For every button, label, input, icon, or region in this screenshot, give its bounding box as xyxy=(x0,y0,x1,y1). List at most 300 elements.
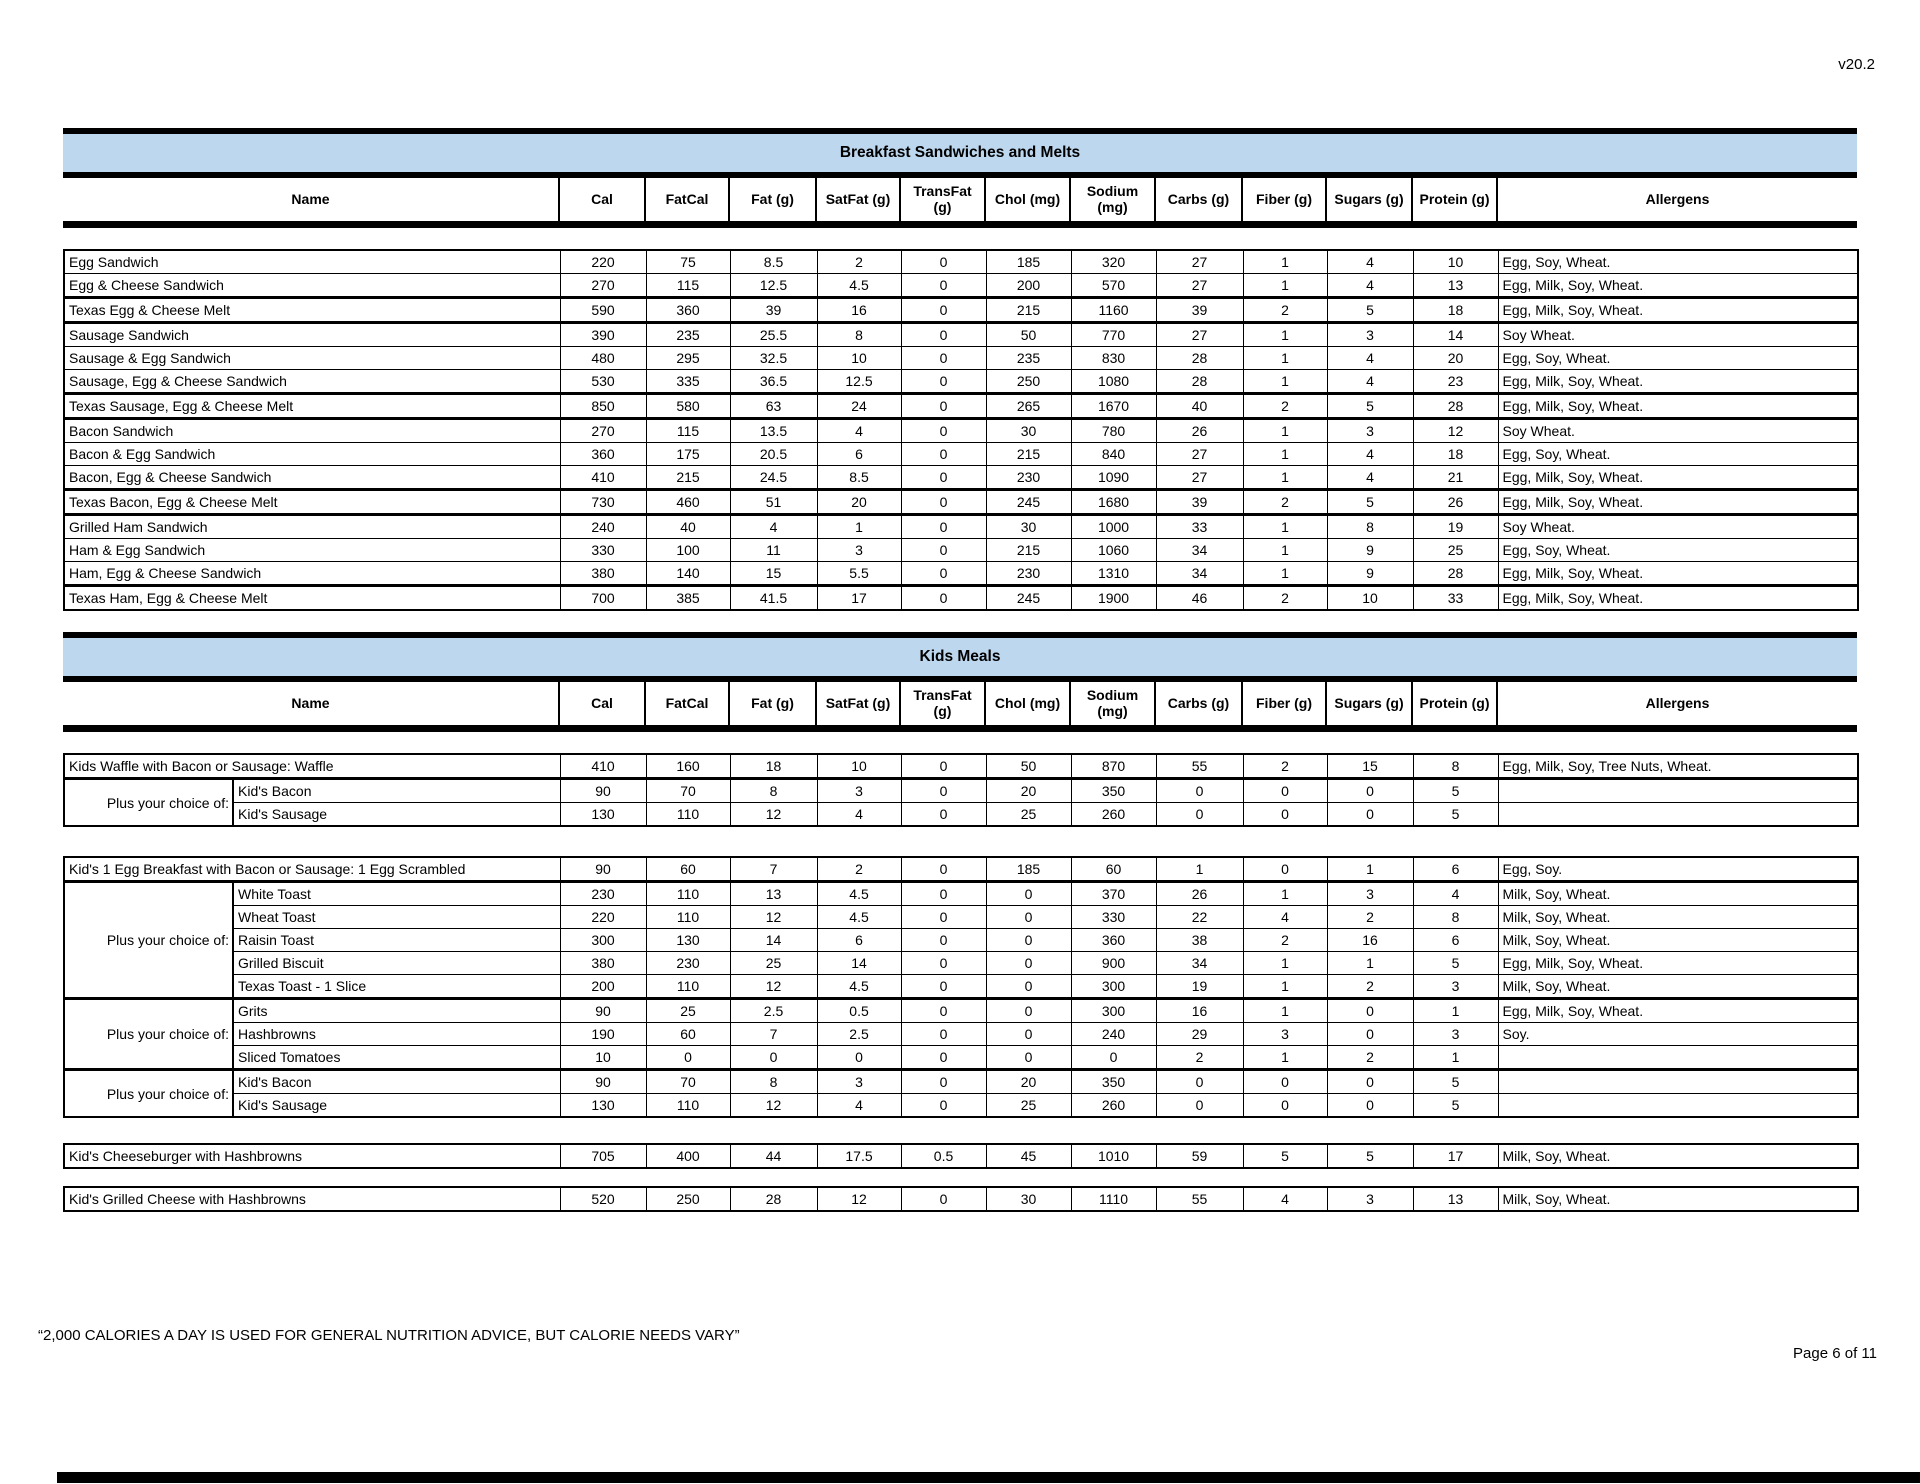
item-name: Grilled Biscuit xyxy=(233,952,560,975)
nutrition-value: 14 xyxy=(730,929,817,952)
nutrition-value: 230 xyxy=(986,466,1071,490)
nutrition-value: 5 xyxy=(1413,779,1498,803)
divider-bar xyxy=(63,221,1857,228)
nutrition-value: 4 xyxy=(1327,274,1413,298)
nutrition-value: 700 xyxy=(560,586,646,611)
nutrition-value: 410 xyxy=(560,754,646,779)
nutrition-value: 12 xyxy=(1413,419,1498,443)
nutrition-value: 900 xyxy=(1071,952,1156,975)
nutrition-value: 16 xyxy=(1327,929,1413,952)
column-header: Chol (mg) xyxy=(985,178,1070,221)
nutrition-value: 34 xyxy=(1156,952,1243,975)
nutrition-value: 8 xyxy=(817,323,901,347)
allergens-value: Egg, Soy. xyxy=(1498,857,1858,882)
nutrition-value: 12 xyxy=(730,906,817,929)
nutrition-value: 33 xyxy=(1156,515,1243,539)
nutrition-value: 2 xyxy=(1243,394,1327,419)
nutrition-value: 6 xyxy=(1413,929,1498,952)
column-header: TransFat (g) xyxy=(900,178,985,221)
nutrition-value: 12.5 xyxy=(817,370,901,394)
nutrition-value: 2.5 xyxy=(730,999,817,1023)
nutrition-value: 3 xyxy=(1327,419,1413,443)
nutrition-value: 0 xyxy=(901,370,986,394)
nutrition-value: 8.5 xyxy=(730,250,817,274)
nutrition-value: 480 xyxy=(560,347,646,370)
nutrition-value: 350 xyxy=(1071,1070,1156,1094)
nutrition-value: 1010 xyxy=(1071,1144,1156,1168)
nutrition-value: 18 xyxy=(1413,443,1498,466)
nutrition-table xyxy=(63,1143,1859,1169)
allergens-value: Egg, Milk, Soy, Wheat. xyxy=(1498,999,1858,1023)
nutrition-value: 110 xyxy=(646,803,730,827)
allergens-value: Milk, Soy, Wheat. xyxy=(1498,975,1858,999)
item-name: Sausage & Egg Sandwich xyxy=(64,347,560,370)
nutrition-value: 0 xyxy=(901,1023,986,1046)
nutrition-value: 5 xyxy=(1327,394,1413,419)
column-header: Sodium (mg) xyxy=(1070,682,1155,725)
nutrition-value: 9 xyxy=(1327,539,1413,562)
nutrition-value: 9 xyxy=(1327,562,1413,586)
nutrition-value: 320 xyxy=(1071,250,1156,274)
item-name: Grilled Ham Sandwich xyxy=(64,515,560,539)
nutrition-value: 46 xyxy=(1156,586,1243,611)
nutrition-value: 10 xyxy=(817,754,901,779)
nutrition-value: 840 xyxy=(1071,443,1156,466)
nutrition-value: 1 xyxy=(1243,347,1327,370)
nutrition-value: 55 xyxy=(1156,754,1243,779)
column-header: Allergens xyxy=(1645,190,1710,207)
nutrition-value: 2 xyxy=(817,857,901,882)
table-row xyxy=(64,882,1858,906)
nutrition-value: 23 xyxy=(1413,370,1498,394)
nutrition-value: 410 xyxy=(560,466,646,490)
nutrition-value: 28 xyxy=(1156,347,1243,370)
nutrition-value: 75 xyxy=(646,250,730,274)
nutrition-value: 220 xyxy=(560,250,646,274)
nutrition-value: 270 xyxy=(560,274,646,298)
allergens-value: Egg, Milk, Soy, Tree Nuts, Wheat. xyxy=(1498,754,1858,779)
column-header: Fiber (g) xyxy=(1242,682,1326,725)
table-row xyxy=(64,274,1858,298)
nutrition-value: 22 xyxy=(1156,906,1243,929)
section-title: Breakfast Sandwiches and Melts xyxy=(63,134,1857,172)
table-row xyxy=(64,347,1858,370)
nutrition-value: 1 xyxy=(1243,952,1327,975)
column-header-table xyxy=(63,682,1857,725)
nutrition-value: 27 xyxy=(1156,274,1243,298)
nutrition-value: 1 xyxy=(1156,857,1243,882)
column-header-row xyxy=(63,178,1857,221)
nutrition-value: 30 xyxy=(986,1187,1071,1211)
nutrition-value: 300 xyxy=(1071,975,1156,999)
nutrition-value: 5 xyxy=(1327,298,1413,323)
nutrition-value: 12 xyxy=(730,803,817,827)
item-name: Sliced Tomatoes xyxy=(233,1046,560,1070)
nutrition-value: 14 xyxy=(817,952,901,975)
nutrition-value: 215 xyxy=(986,443,1071,466)
nutrition-value: 1 xyxy=(1243,1046,1327,1070)
nutrition-value: 21 xyxy=(1413,466,1498,490)
allergens-value: Soy. xyxy=(1498,1023,1858,1046)
nutrition-value: 570 xyxy=(1071,274,1156,298)
item-name: Sausage, Egg & Cheese Sandwich xyxy=(64,370,560,394)
nutrition-value: 20 xyxy=(986,1070,1071,1094)
item-name: Wheat Toast xyxy=(233,906,560,929)
nutrition-value: 5 xyxy=(1327,1144,1413,1168)
nutrition-value: 38 xyxy=(1156,929,1243,952)
nutrition-value: 8 xyxy=(1413,754,1498,779)
nutrition-value: 0 xyxy=(1243,803,1327,827)
nutrition-value: 370 xyxy=(1071,882,1156,906)
nutrition-value: 2 xyxy=(817,250,901,274)
nutrition-value: 1310 xyxy=(1071,562,1156,586)
nutrition-value: 0 xyxy=(901,274,986,298)
nutrition-value: 5.5 xyxy=(817,562,901,586)
nutrition-value: 16 xyxy=(1156,999,1243,1023)
nutrition-value: 25 xyxy=(730,952,817,975)
nutrition-value: 0 xyxy=(901,754,986,779)
choice-label: Plus your choice of: xyxy=(64,1070,233,1118)
table-row xyxy=(64,999,1858,1023)
nutrition-value: 1670 xyxy=(1071,394,1156,419)
nutrition-value: 27 xyxy=(1156,250,1243,274)
column-header: Sodium (mg) xyxy=(1070,178,1155,221)
nutrition-value: 530 xyxy=(560,370,646,394)
allergens-value: Soy Wheat. xyxy=(1498,323,1858,347)
nutrition-value: 260 xyxy=(1071,803,1156,827)
nutrition-value: 0 xyxy=(986,882,1071,906)
table-row xyxy=(64,906,1858,929)
column-header: Carbs (g) xyxy=(1155,682,1242,725)
nutrition-value: 400 xyxy=(646,1144,730,1168)
allergens-value xyxy=(1498,1094,1858,1118)
choice-label: Plus your choice of: xyxy=(64,882,233,999)
nutrition-value: 1680 xyxy=(1071,490,1156,515)
nutrition-value: 1900 xyxy=(1071,586,1156,611)
allergens-value: Milk, Soy, Wheat. xyxy=(1498,906,1858,929)
nutrition-value: 4 xyxy=(730,515,817,539)
item-name: Texas Egg & Cheese Melt xyxy=(64,298,560,323)
nutrition-value: 33 xyxy=(1413,586,1498,611)
nutrition-value: 0 xyxy=(1156,779,1243,803)
nutrition-value: 0 xyxy=(986,975,1071,999)
allergens-value xyxy=(1498,1070,1858,1094)
allergens-value xyxy=(1498,779,1858,803)
nutrition-value: 0 xyxy=(901,1187,986,1211)
item-name: Kid's Bacon xyxy=(233,1070,560,1094)
nutrition-value: 5 xyxy=(1327,490,1413,515)
nutrition-value: 1080 xyxy=(1071,370,1156,394)
nutrition-value: 50 xyxy=(986,754,1071,779)
nutrition-value: 44 xyxy=(730,1144,817,1168)
nutrition-value: 1110 xyxy=(1071,1187,1156,1211)
nutrition-value: 26 xyxy=(1156,419,1243,443)
allergens-value xyxy=(1498,1046,1858,1070)
nutrition-value: 0 xyxy=(1243,779,1327,803)
nutrition-value: 0 xyxy=(1156,1094,1243,1118)
allergens-value: Egg, Milk, Soy, Wheat. xyxy=(1498,394,1858,419)
nutrition-value: 45 xyxy=(986,1144,1071,1168)
nutrition-value: 335 xyxy=(646,370,730,394)
nutrition-value: 580 xyxy=(646,394,730,419)
nutrition-value: 770 xyxy=(1071,323,1156,347)
nutrition-value: 5 xyxy=(1413,803,1498,827)
nutrition-value: 390 xyxy=(560,323,646,347)
nutrition-value: 190 xyxy=(560,1023,646,1046)
nutrition-value: 0 xyxy=(1243,1070,1327,1094)
nutrition-value: 0 xyxy=(1156,1070,1243,1094)
nutrition-value: 25 xyxy=(986,1094,1071,1118)
nutrition-value: 0 xyxy=(901,323,986,347)
nutrition-value: 26 xyxy=(1413,490,1498,515)
nutrition-value: 1 xyxy=(1243,419,1327,443)
allergens-value: Egg, Milk, Soy, Wheat. xyxy=(1498,298,1858,323)
nutrition-value: 0.5 xyxy=(817,999,901,1023)
nutrition-value: 3 xyxy=(1327,1187,1413,1211)
nutrition-value: 0 xyxy=(901,882,986,906)
item-name: White Toast xyxy=(233,882,560,906)
allergens-value: Milk, Soy, Wheat. xyxy=(1498,929,1858,952)
column-header: Cal xyxy=(559,682,645,725)
nutrition-value: 11 xyxy=(730,539,817,562)
nutrition-value: 0 xyxy=(901,419,986,443)
nutrition-value: 10 xyxy=(1327,586,1413,611)
nutrition-value: 2 xyxy=(1327,975,1413,999)
section-title: Kids Meals xyxy=(63,638,1857,676)
nutrition-value: 27 xyxy=(1156,443,1243,466)
table-row xyxy=(64,419,1858,443)
nutrition-value: 235 xyxy=(646,323,730,347)
nutrition-value: 1 xyxy=(1243,999,1327,1023)
nutrition-value: 20 xyxy=(986,779,1071,803)
nutrition-table xyxy=(63,249,1859,611)
nutrition-value: 0 xyxy=(901,952,986,975)
nutrition-value: 90 xyxy=(560,1070,646,1094)
allergens-value: Egg, Milk, Soy, Wheat. xyxy=(1498,586,1858,611)
nutrition-value: 830 xyxy=(1071,347,1156,370)
nutrition-value: 1 xyxy=(1243,562,1327,586)
nutrition-value: 870 xyxy=(1071,754,1156,779)
nutrition-value: 1000 xyxy=(1071,515,1156,539)
table-row xyxy=(64,298,1858,323)
nutrition-value: 4 xyxy=(1327,370,1413,394)
nutrition-value: 15 xyxy=(1327,754,1413,779)
nutrition-value: 6 xyxy=(817,443,901,466)
nutrition-value: 1 xyxy=(1413,999,1498,1023)
nutrition-value: 0 xyxy=(901,586,986,611)
table-row xyxy=(64,1070,1858,1094)
nutrition-value: 0 xyxy=(1243,857,1327,882)
nutrition-value: 90 xyxy=(560,779,646,803)
nutrition-value: 185 xyxy=(986,857,1071,882)
section-breakfast-sandwiches xyxy=(63,128,1857,611)
nutrition-value: 1 xyxy=(1243,466,1327,490)
table-row xyxy=(64,857,1858,882)
nutrition-value: 6 xyxy=(817,929,901,952)
nutrition-value: 250 xyxy=(646,1187,730,1211)
nutrition-value: 0 xyxy=(1327,779,1413,803)
allergens-value: Milk, Soy, Wheat. xyxy=(1498,1187,1858,1211)
item-name: Texas Ham, Egg & Cheese Melt xyxy=(64,586,560,611)
nutrition-value: 12.5 xyxy=(730,274,817,298)
nutrition-value: 0 xyxy=(986,1046,1071,1070)
allergens-value: Egg, Milk, Soy, Wheat. xyxy=(1498,490,1858,515)
nutrition-value: 2 xyxy=(1243,298,1327,323)
nutrition-value: 3 xyxy=(817,539,901,562)
nutrition-value: 1160 xyxy=(1071,298,1156,323)
column-header: Fat (g) xyxy=(729,682,816,725)
nutrition-value: 19 xyxy=(1413,515,1498,539)
nutrition-value: 1 xyxy=(1413,1046,1498,1070)
allergens-value: Soy Wheat. xyxy=(1498,515,1858,539)
nutrition-value: 215 xyxy=(986,298,1071,323)
nutrition-value: 360 xyxy=(560,443,646,466)
allergens-value: Egg, Soy, Wheat. xyxy=(1498,250,1858,274)
nutrition-value: 0 xyxy=(1327,999,1413,1023)
item-name: Kid's Sausage xyxy=(233,803,560,827)
nutrition-value: 160 xyxy=(646,754,730,779)
column-header: TransFat (g) xyxy=(900,682,985,725)
nutrition-value: 0 xyxy=(986,929,1071,952)
nutrition-value: 0 xyxy=(901,347,986,370)
nutrition-value: 215 xyxy=(986,539,1071,562)
nutrition-value: 0 xyxy=(1243,1094,1327,1118)
item-name: Kid's Bacon xyxy=(233,779,560,803)
nutrition-value: 0 xyxy=(901,929,986,952)
nutrition-value: 28 xyxy=(730,1187,817,1211)
nutrition-value: 0 xyxy=(986,999,1071,1023)
table-row xyxy=(64,1023,1858,1046)
nutrition-value: 380 xyxy=(560,952,646,975)
nutrition-value: 40 xyxy=(1156,394,1243,419)
nutrition-value: 780 xyxy=(1071,419,1156,443)
table-row xyxy=(64,323,1858,347)
nutrition-value: 60 xyxy=(1071,857,1156,882)
nutrition-value: 0 xyxy=(901,803,986,827)
nutrition-value: 20 xyxy=(1413,347,1498,370)
item-name: Kid's 1 Egg Breakfast with Bacon or Sausage: 1 Egg Scrambled xyxy=(64,857,560,882)
nutrition-value: 0 xyxy=(901,539,986,562)
nutrition-value: 90 xyxy=(560,857,646,882)
nutrition-value: 16 xyxy=(817,298,901,323)
table-row xyxy=(64,1094,1858,1118)
nutrition-value: 0 xyxy=(986,952,1071,975)
nutrition-value: 63 xyxy=(730,394,817,419)
nutrition-value: 25 xyxy=(646,999,730,1023)
nutrition-value: 110 xyxy=(646,975,730,999)
nutrition-value: 0 xyxy=(986,906,1071,929)
nutrition-value: 7 xyxy=(730,857,817,882)
nutrition-value: 850 xyxy=(560,394,646,419)
allergens-value: Egg, Milk, Soy, Wheat. xyxy=(1498,466,1858,490)
nutrition-value: 3 xyxy=(1413,1023,1498,1046)
nutrition-value: 2 xyxy=(1327,906,1413,929)
nutrition-value: 0 xyxy=(901,298,986,323)
nutrition-value: 13 xyxy=(730,882,817,906)
nutrition-value: 60 xyxy=(646,1023,730,1046)
nutrition-value: 17.5 xyxy=(817,1144,901,1168)
nutrition-value: 90 xyxy=(560,999,646,1023)
nutrition-value: 4 xyxy=(817,1094,901,1118)
nutrition-value: 110 xyxy=(646,1094,730,1118)
nutrition-value: 24 xyxy=(817,394,901,419)
nutrition-value: 7 xyxy=(730,1023,817,1046)
nutrition-value: 4 xyxy=(1413,882,1498,906)
nutrition-value: 25.5 xyxy=(730,323,817,347)
version-label: v20.2 xyxy=(1838,56,1875,73)
nutrition-value: 2 xyxy=(1243,754,1327,779)
nutrition-value: 1 xyxy=(817,515,901,539)
nutrition-value: 385 xyxy=(646,586,730,611)
footer-disclaimer: “2,000 CALORIES A DAY IS USED FOR GENERAL NUTRITION ADVICE, BUT CALORIE NEEDS VARY” xyxy=(38,1327,740,1344)
column-header-row xyxy=(63,178,1857,221)
table-row xyxy=(64,394,1858,419)
allergens-value: Egg, Milk, Soy, Wheat. xyxy=(1498,274,1858,298)
item-name: Egg & Cheese Sandwich xyxy=(64,274,560,298)
nutrition-value: 115 xyxy=(646,274,730,298)
nutrition-value: 705 xyxy=(560,1144,646,1168)
nutrition-value: 2 xyxy=(1327,1046,1413,1070)
nutrition-value: 4.5 xyxy=(817,906,901,929)
nutrition-value: 51 xyxy=(730,490,817,515)
nutrition-value: 230 xyxy=(560,882,646,906)
nutrition-value: 1 xyxy=(1243,250,1327,274)
item-name: Ham & Egg Sandwich xyxy=(64,539,560,562)
nutrition-value: 0 xyxy=(901,443,986,466)
nutrition-value: 4 xyxy=(1327,466,1413,490)
nutrition-value: 360 xyxy=(1071,929,1156,952)
column-header: FatCal xyxy=(645,682,729,725)
nutrition-value: 215 xyxy=(646,466,730,490)
allergens-value: Egg, Soy, Wheat. xyxy=(1498,443,1858,466)
nutrition-value: 110 xyxy=(646,882,730,906)
choice-label: Plus your choice of: xyxy=(64,999,233,1070)
item-name: Bacon, Egg & Cheese Sandwich xyxy=(64,466,560,490)
nutrition-value: 0 xyxy=(901,562,986,586)
nutrition-value: 12 xyxy=(730,1094,817,1118)
nutrition-value: 0 xyxy=(901,906,986,929)
nutrition-value: 200 xyxy=(560,975,646,999)
choice-label: Plus your choice of: xyxy=(64,779,233,827)
nutrition-value: 220 xyxy=(560,906,646,929)
nutrition-value: 1 xyxy=(1327,857,1413,882)
nutrition-value: 1 xyxy=(1243,882,1327,906)
column-header: SatFat (g) xyxy=(816,178,900,221)
nutrition-value: 730 xyxy=(560,490,646,515)
nutrition-value: 18 xyxy=(1413,298,1498,323)
table-row xyxy=(64,466,1858,490)
nutrition-value: 0 xyxy=(1327,1070,1413,1094)
nutrition-value: 25 xyxy=(1413,539,1498,562)
nutrition-value: 19 xyxy=(1156,975,1243,999)
nutrition-table xyxy=(63,753,1859,827)
nutrition-value: 39 xyxy=(730,298,817,323)
item-name: Bacon & Egg Sandwich xyxy=(64,443,560,466)
item-name: Bacon Sandwich xyxy=(64,419,560,443)
nutrition-value: 13 xyxy=(1413,274,1498,298)
nutrition-value: 380 xyxy=(560,562,646,586)
nutrition-value: 5 xyxy=(1413,1070,1498,1094)
nutrition-value: 245 xyxy=(986,490,1071,515)
nutrition-value: 30 xyxy=(986,515,1071,539)
item-name: Sausage Sandwich xyxy=(64,323,560,347)
nutrition-value: 3 xyxy=(817,779,901,803)
column-header: SatFat (g) xyxy=(816,682,900,725)
table-row xyxy=(64,929,1858,952)
allergens-value: Egg, Milk, Soy, Wheat. xyxy=(1498,562,1858,586)
divider-bar xyxy=(63,725,1857,732)
nutrition-value: 30 xyxy=(986,419,1071,443)
